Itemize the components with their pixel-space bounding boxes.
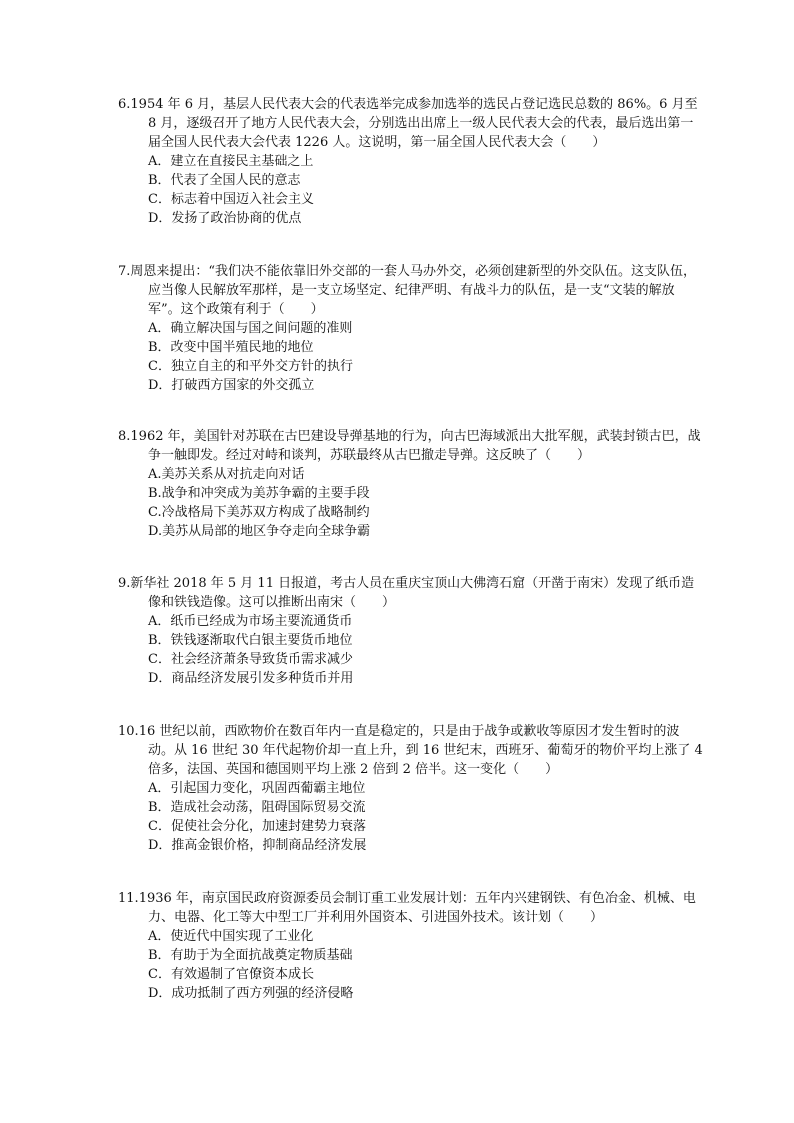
option-c: C．标志着中国迈入社会主义 xyxy=(148,192,314,207)
question-text: 周恩来提出：“我们决不能依靠旧外交部的一套人马办外交，必须创建新型的外交队伍。这支队伍，应当像人民解放军那样，是一支立场坚定、纪律严明、有战斗力的队伍，是一支“文装的解放军”。这个政策有利于（ ） xyxy=(130,264,697,317)
option-c: C．促使社会分化，加速封建势力衰落 xyxy=(148,819,366,834)
question-7 xyxy=(118,262,703,395)
option-d: D．商品经济发展引发多种货币并用 xyxy=(148,671,354,686)
option-b: B.战争和冲突成为美苏争霸的主要手段 xyxy=(148,486,370,501)
option-list xyxy=(118,319,703,395)
question-stem xyxy=(118,889,703,927)
option-c: C．有效遏制了官僚资本成长 xyxy=(148,967,314,982)
question-9 xyxy=(118,574,703,688)
option-a: A．引起国力变化，巩固西葡霸主地位 xyxy=(148,781,366,796)
option-a: A．建立在直接民主基础之上 xyxy=(148,154,314,169)
option-list xyxy=(118,927,703,1003)
question-stem xyxy=(118,574,703,612)
question-number: 6. xyxy=(118,97,131,112)
question-10 xyxy=(118,722,703,855)
question-text: 新华社 2018 年 5 月 11 日报道，考古人员在重庆宝顶山大佛湾石窟（开凿于南宋）发现了纸币造像和铁钱造像。这可以推断出南宋（ ） xyxy=(130,576,695,610)
question-number: 10. xyxy=(118,724,139,739)
option-list xyxy=(118,152,703,228)
question-text: 16 世纪以前，西欧物价在数百年内一直是稳定的，只是由于战争或歉收等原因才发生暂时的波动。从 16 世纪 30 年代起物价却一直上升，到 16 世纪末，西班牙、葡萄牙的物价平均上涨了 4 倍多，法国、英国和德国则平均上涨 2 倍到 2 倍半。这一变化（ ） xyxy=(138,724,703,777)
option-c: C．独立自主的和平外交方针的执行 xyxy=(148,359,353,374)
option-c: C．社会经济萧条导致货币需求减少 xyxy=(148,652,353,667)
question-text: 1936 年，南京国民政府资源委员会制订重工业发展计划：五年内兴建钢铁、有色冶金、机械、电力、电器、化工等大中型工厂并利用外国资本、引进国外技术。该计划（ ） xyxy=(138,891,696,925)
option-d: D．成功抵制了西方列强的经济侵略 xyxy=(148,986,354,1001)
option-list xyxy=(118,465,703,541)
option-a: A．确立解决国与国之间问题的准则 xyxy=(148,321,353,336)
question-stem xyxy=(118,722,703,779)
question-number: 9. xyxy=(118,576,131,591)
question-6 xyxy=(118,95,703,228)
option-a: A.美苏关系从对抗走向对话 xyxy=(148,467,305,482)
option-b: B．代表了全国人民的意志 xyxy=(148,173,301,188)
option-d: D.美苏从局部的地区争夺走向全球争霸 xyxy=(148,524,371,539)
option-a: A．纸币已经成为市场主要流通货币 xyxy=(148,614,353,629)
option-d: D．打破西方国家的外交孤立 xyxy=(148,378,315,393)
option-d: D．发扬了政治协商的优点 xyxy=(148,211,302,226)
option-d: D．推高金银价格，抑制商品经济发展 xyxy=(148,838,367,853)
question-text: 1962 年，美国针对苏联在古巴建设导弹基地的行为，向古巴海域派出大批军舰，武装封锁古巴，战争一触即发。经过对峙和谈判，苏联最终从古巴撤走导弹。这反映了（ ） xyxy=(130,429,701,463)
question-number: 8. xyxy=(118,429,131,444)
question-stem xyxy=(118,95,703,152)
question-8 xyxy=(118,427,703,541)
option-b: B．改变中国半殖民地的地位 xyxy=(148,340,314,355)
option-b: B．造成社会动荡，阻碍国际贸易交流 xyxy=(148,800,366,815)
option-c: C.冷战格局下美苏双方构成了战略制约 xyxy=(148,505,370,520)
question-number: 11. xyxy=(118,891,139,906)
option-list xyxy=(118,612,703,688)
question-stem xyxy=(118,427,703,465)
question-stem xyxy=(118,262,703,319)
question-text: 1954 年 6 月，基层人民代表大会的代表选举完成参加选举的选民占登记选民总数的 86%。6 月至 8 月，逐级召开了地方人民代表大会，分别选出出席上一级人民代表大会的代表，最后选出第一届全国人民代表大会代表 1226 人。这说明，第一届全国人民代表大会（ ） xyxy=(130,97,698,150)
question-11 xyxy=(118,889,703,1003)
option-list xyxy=(118,779,703,855)
question-number: 7. xyxy=(118,264,131,279)
option-b: B．有助于为全面抗战奠定物质基础 xyxy=(148,948,353,963)
option-b: B．铁钱逐渐取代白银主要货币地位 xyxy=(148,633,353,648)
option-a: A．使近代中国实现了工业化 xyxy=(148,929,314,944)
